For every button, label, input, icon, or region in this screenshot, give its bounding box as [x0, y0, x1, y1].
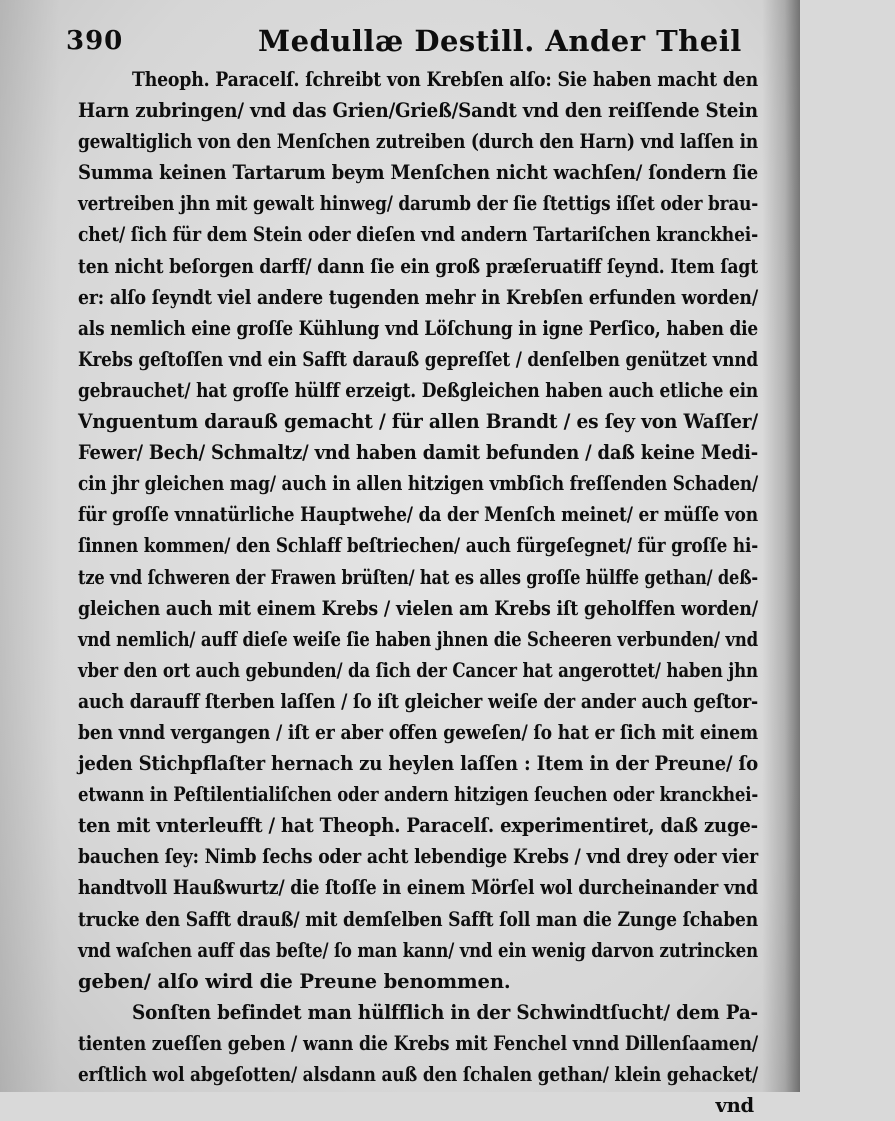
- binding-shadow: [0, 0, 60, 1092]
- text-line: als nemlich eine groſſe Kühlung vnd Löſchung in igne Perſico, haben die: [78, 316, 759, 340]
- text-line: Harn zubringen/ vnd das Grien/Grieß/Sandt vnd den reiſſende Stein: [78, 99, 758, 123]
- text-line: vber den ort auch gebunden/ da ſich der Cancer hat angerottet/ haben jhn: [78, 658, 758, 682]
- text-line: Sonſten befindet man hülfflich in der Schwindtſucht/ dem Pa-: [132, 1000, 758, 1024]
- page-number: 390: [66, 26, 124, 56]
- text-line: jeden Stichpflaſter hernach zu heylen laſſen : Item in der Preune/ ſo: [78, 752, 758, 776]
- text-line: vnd waſchen auff das beſte/ ſo man kann/ vnd ein wenig darvon zutrincken: [78, 938, 759, 962]
- text-line: gebrauchet/ hat groſſe hülff erzeigt. Deßgleichen haben auch etliche ein: [78, 378, 759, 402]
- text-line: erſtlich wol abgeſotten/ alsdann auß den ſchalen gethan/ klein gehacket/: [78, 1063, 759, 1086]
- text-line: gleichen auch mit einem Krebs / vielen am Krebs iſt geholffen worden/: [78, 596, 758, 620]
- text-line: ſinnen kommen/ den Schlaff beſtriechen/ auch fürgeſegnet/ für groſſe hi-: [78, 534, 759, 558]
- text-line: chet/ ſich für dem Stein oder dieſen vnd andern Tartariſchen kranckhei-: [78, 223, 759, 247]
- text-line: Vnguentum darauß gemacht / für allen Brandt / es ſey von Waſſer/: [78, 410, 759, 434]
- text-line: ten mit vnterleufft / hat Theoph. Paracelſ. experimentiret, daß zuge-: [78, 814, 758, 838]
- text-line: Krebs geſtoſſen vnd ein Safft darauß gepreſſet / denſelben genützet vnnd: [78, 347, 759, 371]
- page-edge-shadow: [762, 0, 800, 1092]
- text-line: er: alſo ſeyndt viel andere tugenden mehr in Krebſen erfunden worden/: [78, 285, 758, 309]
- text-line: etwann in Peſtilentialiſchen oder andern hitzigen ſeuchen oder kranckhei-: [78, 783, 759, 807]
- catchword: vnd: [715, 1094, 754, 1118]
- text-line: auch darauff ſterben laſſen / ſo iſt gleicher weiſe der ander auch geſtor-: [78, 689, 758, 713]
- running-title: Medullæ Destill. Ander Theil: [258, 24, 742, 58]
- text-line: Theoph. Paracelſ. ſchreibt von Krebſen alſo: Sie haben macht den: [132, 68, 758, 91]
- text-line: Summa keinen Tartarum beym Menſchen nicht wachſen/ ſondern ſie: [78, 161, 759, 185]
- text-line: trucke den Safft drauß/ mit demſelben Safft ſoll man die Zunge ſchaben: [78, 907, 758, 931]
- text-line: bauchen ſey: Nimb ſechs oder acht lebendige Krebs / vnd drey oder vier: [78, 845, 759, 869]
- text-line: geben/ alſo wird die Preune benommen.: [78, 969, 511, 993]
- text-line: ben vnnd vergangen / iſt er aber offen geweſen/ ſo hat er ſich mit einem: [78, 720, 758, 744]
- text-line: gewaltiglich von den Menſchen zutreiben (durch den Harn) vnd laſſen in: [78, 130, 759, 154]
- body-text: [78, 64, 758, 1121]
- text-line: tienten zueſſen geben / wann die Krebs mit Fenchel vnnd Dillenſaamen/: [78, 1031, 759, 1055]
- text-line: vertreiben jhn mit gewalt hinweg/ darumb der ſie ſtettigs iſſet oder brau-: [78, 192, 759, 216]
- text-line: ten nicht beſorgen darff/ dann ſie ein groß præſeruatiff ſeynd. Item ſagt: [78, 254, 758, 278]
- text-line: cin jhr gleichen mag/ auch in allen hitzigen vmbſich freſſenden Schaden/: [78, 472, 759, 496]
- text-line: tze vnd ſchweren der Frawen brüſten/ hat es alles groſſe hülffe gethan/ deß-: [78, 565, 758, 589]
- page-header: [66, 24, 760, 68]
- text-line: handtvoll Haußwurtz/ die ſtoſſe in einem Mörſel wol durcheinander vnd: [78, 876, 759, 900]
- text-line: vnd nemlich/ auff dieſe weiſe ſie haben jhnen die Scheeren verbunden/ vnd: [78, 627, 758, 651]
- text-line: Fewer/ Bech/ Schmaltz/ vnd haben damit befunden / daß keine Medi-: [78, 441, 758, 465]
- text-line: für groſſe vnnatürliche Hauptwehe/ da der Menſch meinet/ er müſſe von: [78, 503, 758, 527]
